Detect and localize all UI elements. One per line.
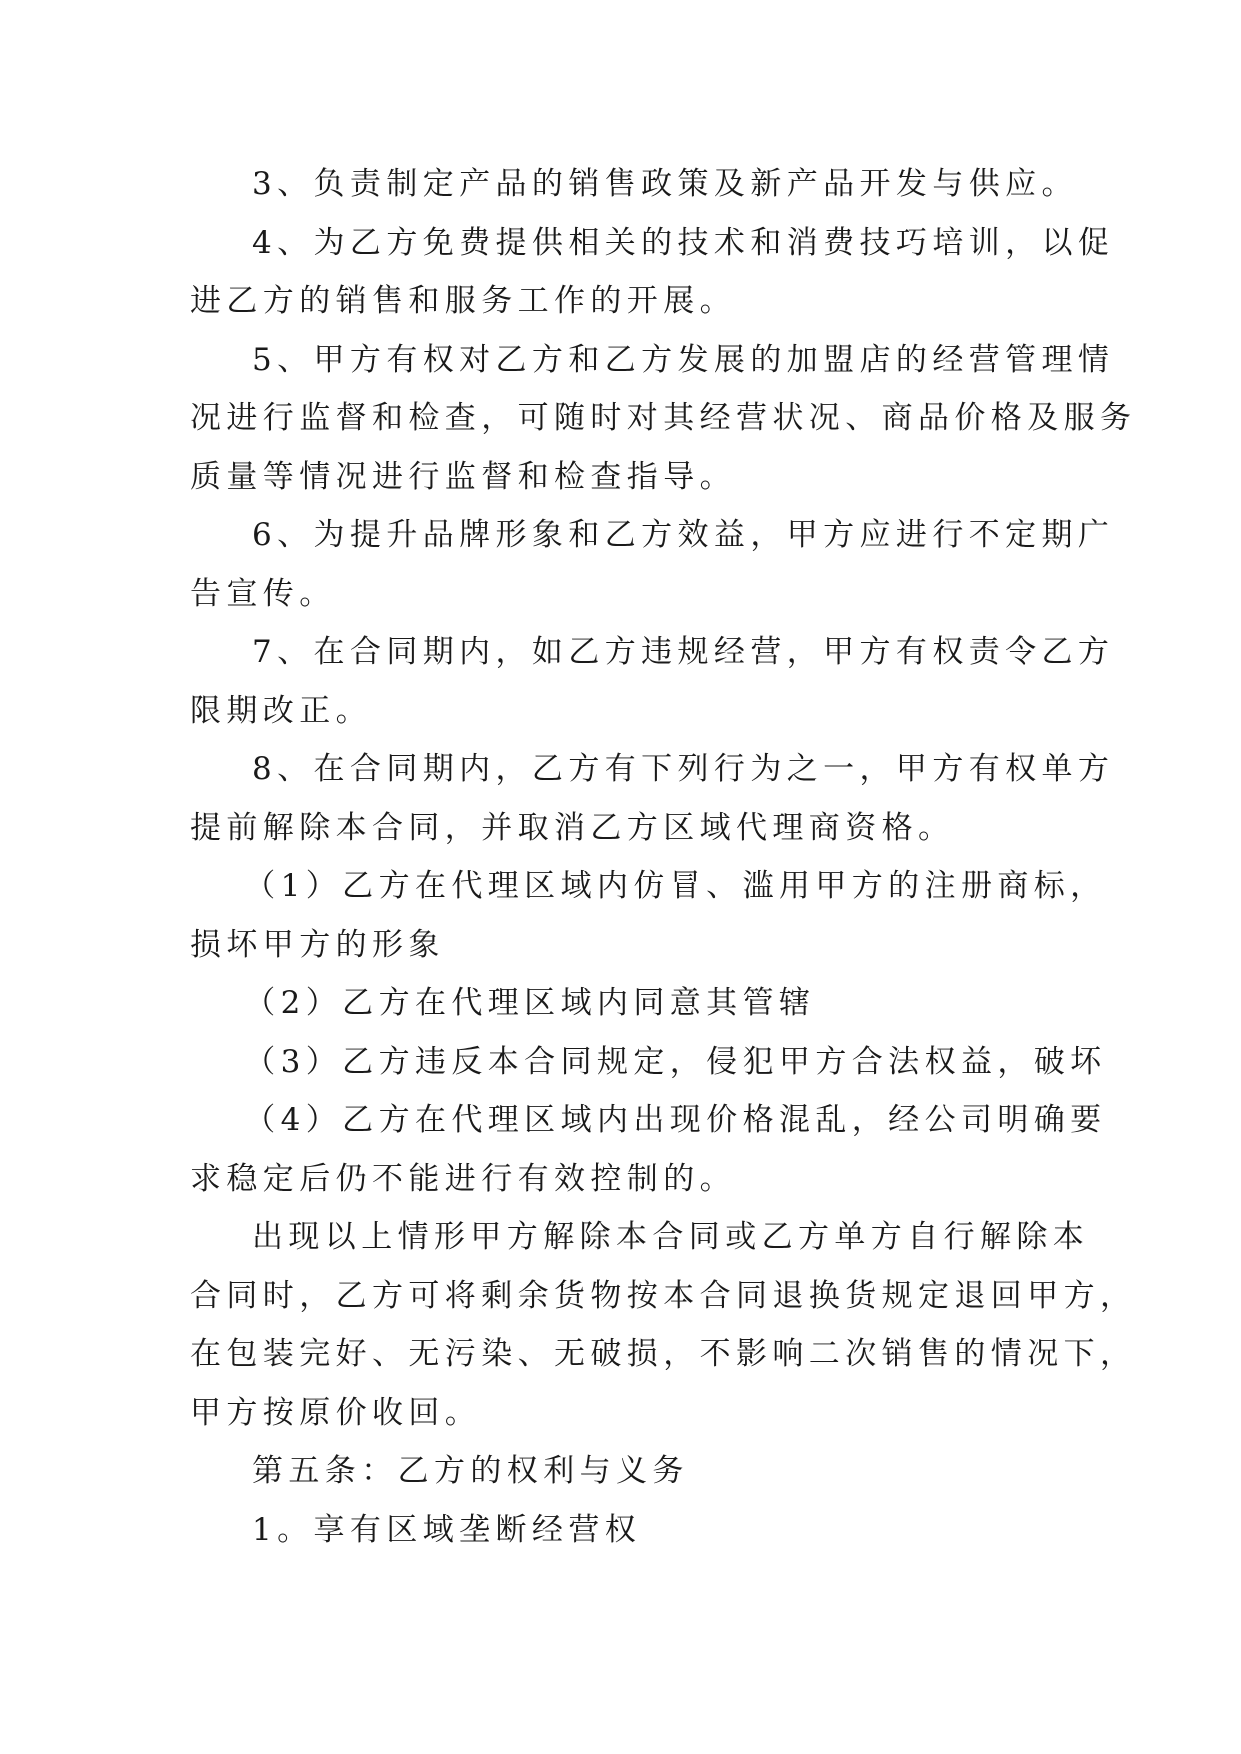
text-line: 况进行监督和检查，可随时对其经营状况、商品价格及服务 bbox=[190, 400, 1137, 436]
paragraph-clause-3 bbox=[190, 155, 1078, 214]
paragraph-clause-8 bbox=[190, 740, 1115, 857]
paragraph-clause-4 bbox=[190, 214, 1115, 331]
text-line: 7、在合同期内，如乙方违规经营，甲方有权责令乙方 bbox=[252, 634, 1115, 670]
text-line: 4、为乙方免费提供相关的技术和消费技巧培训，以促 bbox=[252, 224, 1115, 261]
paragraph-subclause-3 bbox=[190, 1033, 1107, 1092]
text-line: 进乙方的销售和服务工作的开展。 bbox=[190, 283, 736, 319]
text-line: 在包装完好、无污染、无破损，不影响二次销售的情况下， bbox=[190, 1336, 1137, 1372]
text-line: 5、甲方有权对乙方和乙方发展的加盟店的经营管理情 bbox=[252, 341, 1115, 378]
text-line: 求稳定后仍不能进行有效控制的。 bbox=[190, 1160, 736, 1197]
text-line: （3）乙方违反本合同规定，侵犯甲方合法权益，破坏 bbox=[244, 1043, 1107, 1080]
text-line: 1。享有区域垄断经营权 bbox=[252, 1511, 642, 1548]
paragraph-clause-7 bbox=[190, 623, 1115, 740]
paragraph-subclause-2 bbox=[190, 974, 1065, 1033]
text-line: 合同时，乙方可将剩余货物按本合同退换货规定退回甲方， bbox=[190, 1277, 1137, 1314]
paragraph-subclause-4 bbox=[190, 1091, 1107, 1208]
text-line: 提前解除本合同，并取消乙方区域代理商资格。 bbox=[190, 809, 955, 846]
text-line: （4）乙方在代理区域内出现价格混乱，经公司明确要 bbox=[244, 1102, 1107, 1138]
paragraph-termination-handling bbox=[190, 1208, 1137, 1442]
paragraph-clause-5 bbox=[190, 331, 1137, 507]
text-line: 限期改正。 bbox=[190, 692, 372, 729]
text-line: 出现以上情形甲方解除本合同或乙方单方自行解除本 bbox=[252, 1219, 1090, 1255]
text-line: 告宣传。 bbox=[190, 575, 336, 612]
paragraph-subclause-1 bbox=[190, 857, 1107, 974]
text-line: （2）乙方在代理区域内同意其管辖 bbox=[244, 985, 816, 1021]
text-line: （1）乙方在代理区域内仿冒、滥用甲方的注册商标， bbox=[244, 868, 1107, 904]
text-line: 甲方按原价收回。 bbox=[190, 1394, 482, 1431]
text-line: 8、在合同期内，乙方有下列行为之一，甲方有权单方 bbox=[252, 751, 1115, 787]
paragraph-article-5-item-1 bbox=[190, 1501, 1065, 1560]
text-line: 质量等情况进行监督和检查指导。 bbox=[190, 458, 736, 495]
paragraph-clause-6 bbox=[190, 506, 1115, 623]
document-body bbox=[190, 155, 1137, 1559]
section-heading-article-5 bbox=[190, 1442, 1065, 1501]
text-line: 6、为提升品牌形象和乙方效益，甲方应进行不定期广 bbox=[252, 517, 1115, 553]
text-line: 3、负责制定产品的销售政策及新产品开发与供应。 bbox=[252, 166, 1078, 202]
text-line: 第五条：乙方的权利与义务 bbox=[252, 1453, 689, 1489]
text-line: 损坏甲方的形象 bbox=[190, 926, 445, 963]
